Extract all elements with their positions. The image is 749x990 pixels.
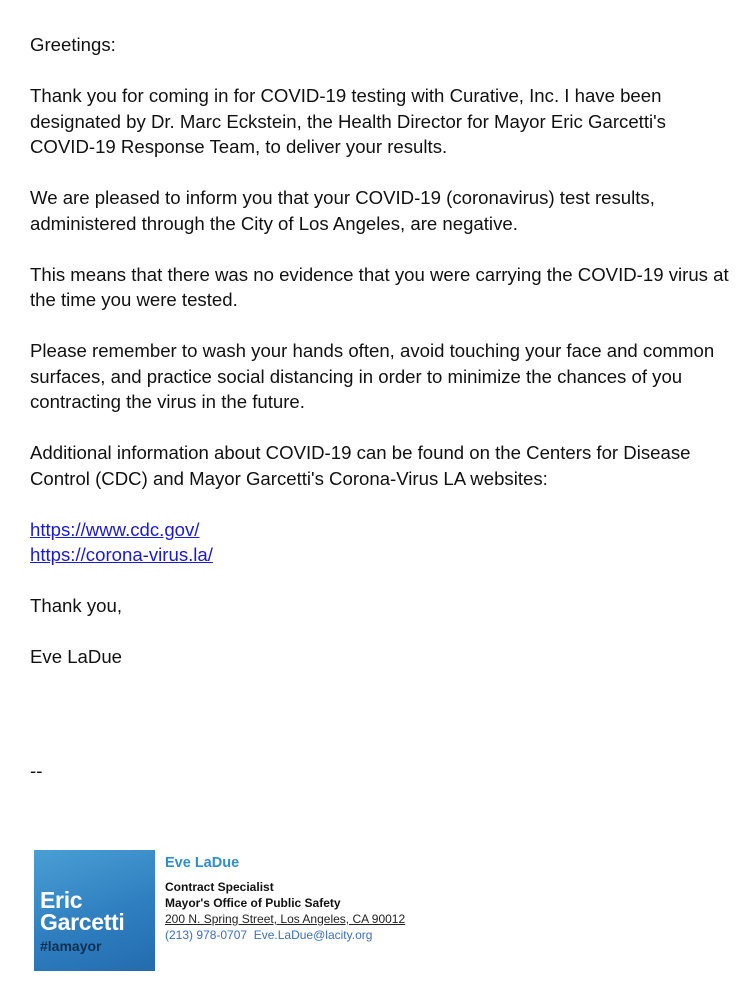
signature-phone[interactable]: (213) 978-0707: [165, 928, 248, 942]
signature-email[interactable]: Eve.LaDue@lacity.org: [253, 928, 373, 942]
paragraph-meaning: This means that there was no evidence that you were carrying the COVID-19 virus at the time you were tested.: [30, 263, 729, 310]
paragraph-advice: Please remember to wash your hands often, avoid touching your face and common surfaces, and practice social distancing in order to minimize the chances of you contracting the virus in the future.: [30, 340, 715, 412]
email-body: [30, 32, 730, 695]
cdc-link[interactable]: https://www.cdc.gov/: [30, 518, 200, 540]
logo-line-2: Garcetti: [40, 909, 125, 935]
signature-contact: [165, 927, 405, 943]
paragraph-thanks: Thank you for coming in for COVID-19 testing with Curative, Inc. I have been designated by Dr. Marc Eckstein, the Health Director for Mayor Eric Garcetti's COVID-19 Response Team, to deliver your results.: [30, 85, 666, 157]
signature-name: Eve LaDue: [165, 855, 240, 871]
sender-name: Eve LaDue: [30, 646, 122, 667]
signature-details: [165, 854, 405, 943]
closing: Thank you,: [30, 595, 122, 616]
garcetti-logo: [34, 850, 155, 971]
paragraph-info: Additional information about COVID-19 can be found on the Centers for Disease Control (CDC) and Mayor Garcetti's Corona-Virus LA websites:: [30, 442, 691, 489]
logo-line-1: Eric: [40, 887, 83, 913]
signature-address[interactable]: 200 N. Spring Street, Los Angeles, CA 90012: [165, 912, 406, 926]
email-signature: [34, 850, 454, 971]
logo-hashtag: #lamayor: [40, 938, 102, 954]
signature-office: Mayor's Office of Public Safety: [165, 896, 341, 910]
link-list: [30, 517, 730, 568]
corona-virus-la-link[interactable]: https://corona-virus.la/: [30, 544, 213, 565]
signature-separator: --: [30, 760, 43, 781]
greeting: Greetings:: [30, 34, 116, 55]
signature-title: Contract Specialist: [165, 880, 274, 894]
paragraph-results: We are pleased to inform you that your COVID-19 (coronavirus) test results, administered through the City of Los Angeles, are negative.: [30, 187, 655, 234]
